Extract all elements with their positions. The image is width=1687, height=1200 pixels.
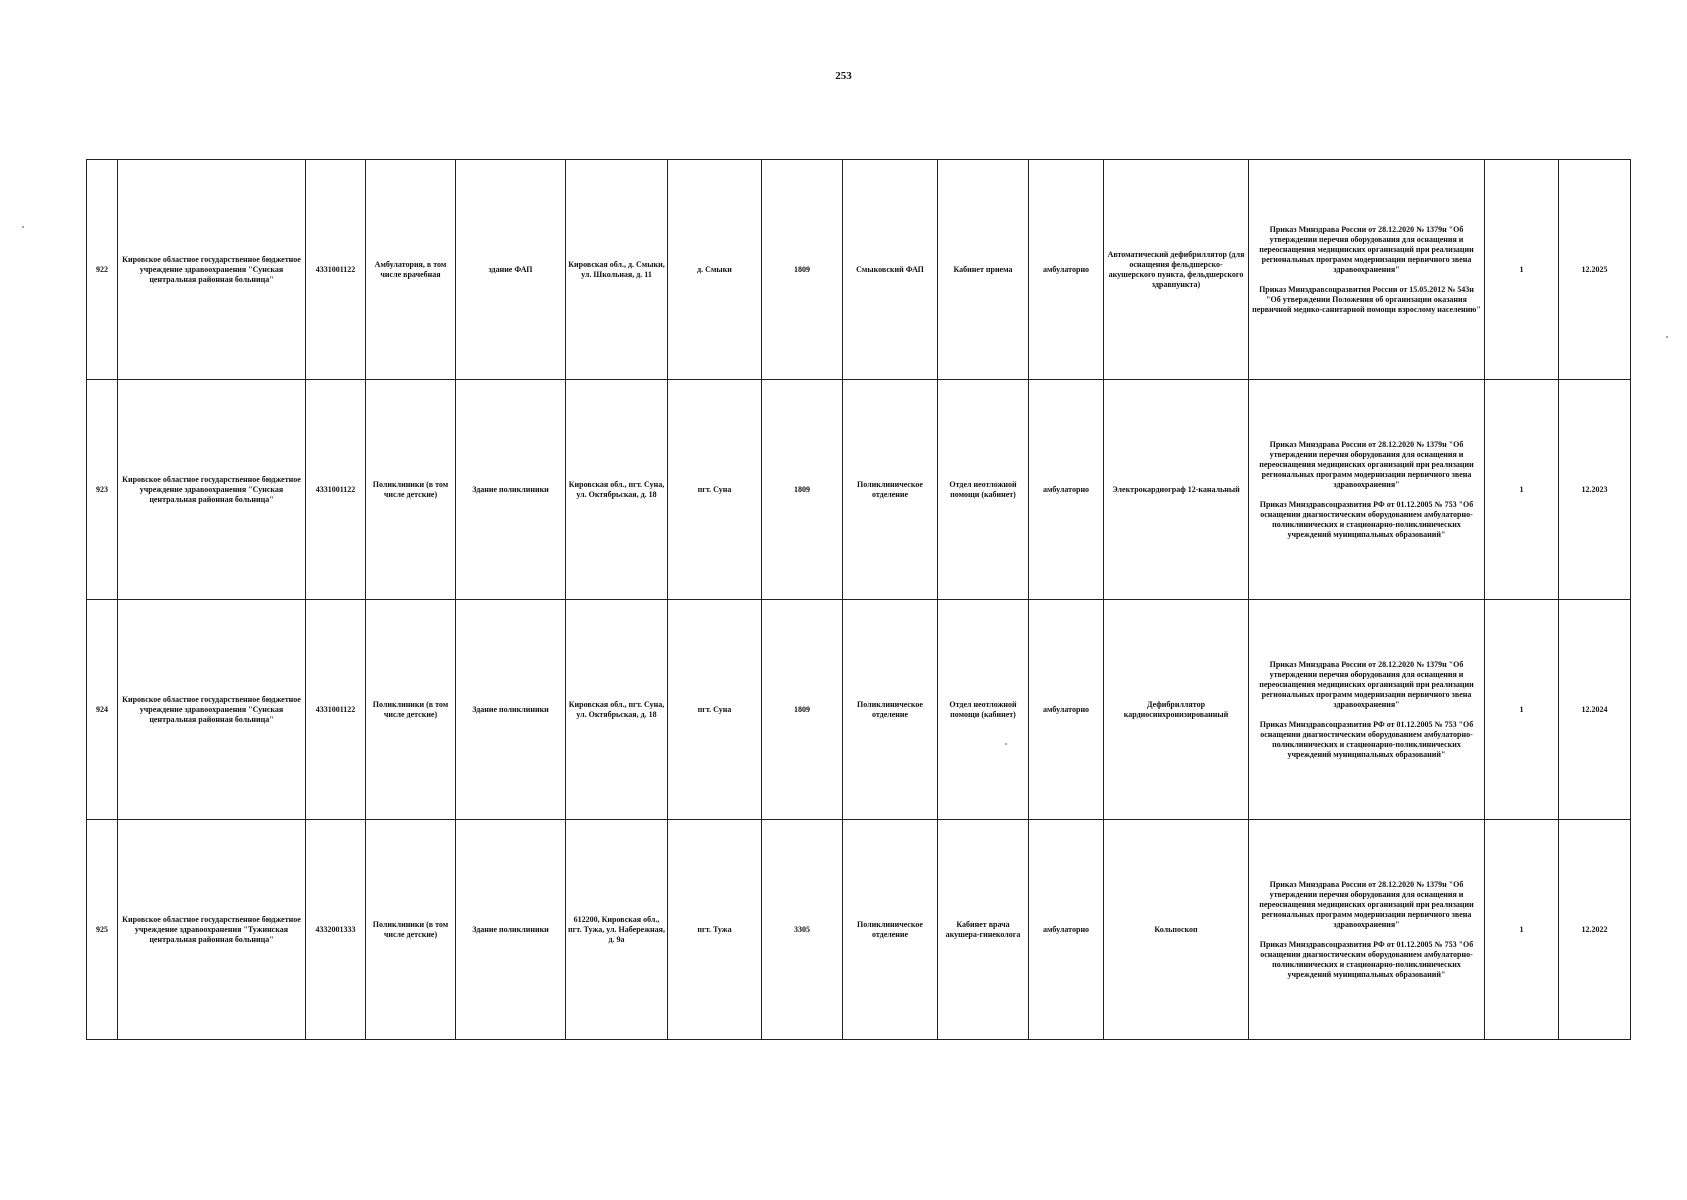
locality-cell: пгт. Суна <box>668 600 762 820</box>
justification-order-2: Приказ Минздравсоцразвития России от 15.05.2012 № 543н "Об утверждении Положения об организации оказания первичной медико-санитарной помощи взрослому населению" <box>1252 284 1481 314</box>
quantity-cell: 1 <box>1485 600 1559 820</box>
equipment-registry-table <box>86 159 1631 1040</box>
department-cell: Смыковский ФАП <box>843 160 938 380</box>
building-cell: Здание поликлиники <box>456 380 566 600</box>
inn-cell: 4331001122 <box>306 160 366 380</box>
building-cell: Здание поликлиники <box>456 820 566 1040</box>
table-row <box>87 820 1631 1040</box>
justification-cell <box>1249 820 1485 1040</box>
scan-speck <box>1005 743 1007 745</box>
room-cell: Отдел неотложной помощи (кабинет) <box>938 600 1029 820</box>
table-row <box>87 380 1631 600</box>
justification-order-2: Приказ Минздравсоцразвития РФ от 01.12.2005 № 753 "Об оснащении диагностическим оборудованием амбулаторно-поликлинических и стационарно-поликлинических учреждений муниципальных образований" <box>1259 499 1474 539</box>
address-cell: Кировская обл., пгт. Суна, ул. Октябрьская, д. 18 <box>566 380 668 600</box>
quantity-cell: 1 <box>1485 380 1559 600</box>
row-number: 922 <box>87 160 118 380</box>
code-cell: 3305 <box>762 820 843 1040</box>
quantity-cell: 1 <box>1485 160 1559 380</box>
justification-order-1: Приказ Минздрава России от 28.12.2020 № 1379н "Об утверждении перечня оборудования для оснащения и переоснащения медицинских организаций при реализации региональных программ модернизации первичного звена здравоохранения" <box>1259 879 1474 929</box>
organization-cell: Кировское областное государственное бюджетное учреждение здравоохранения "Сунская центральная районная больница" <box>118 600 306 820</box>
equipment-cell: Автоматический дефибриллятор (для оснащения фельдшерско-акушерского пункта, фельдшерского здравпункта) <box>1104 160 1249 380</box>
organization-cell: Кировское областное государственное бюджетное учреждение здравоохранения "Тужинская центральная районная больница" <box>118 820 306 1040</box>
justification-order-2: Приказ Минздравсоцразвития РФ от 01.12.2005 № 753 "Об оснащении диагностическим оборудованием амбулаторно-поликлинических и стационарно-поликлинических учреждений муниципальных образований" <box>1259 719 1474 759</box>
code-cell: 1809 <box>762 160 843 380</box>
justification-order-1: Приказ Минздрава России от 28.12.2020 № 1379н "Об утверждении перечня оборудования для оснащения и переоснащения медицинских организаций при реализации региональных программ модернизации первичного звена здравоохранения" <box>1259 659 1474 709</box>
room-cell: Кабинет приема <box>938 160 1029 380</box>
address-cell: Кировская обл., пгт. Суна, ул. Октябрьская, д. 18 <box>566 600 668 820</box>
organization-cell: Кировское областное государственное бюджетное учреждение здравоохранения "Сунская центральная районная больница" <box>118 160 306 380</box>
address-cell: 612200, Кировская обл., пгт. Тужа, ул. Набережная, д. 9а <box>566 820 668 1040</box>
table-row <box>87 160 1631 380</box>
date-cell: 12.2023 <box>1559 380 1631 600</box>
row-number: 924 <box>87 600 118 820</box>
locality-cell: пгт. Суна <box>668 380 762 600</box>
justification-cell <box>1249 160 1485 380</box>
code-cell: 1809 <box>762 600 843 820</box>
code-cell: 1809 <box>762 380 843 600</box>
department-cell: Поликлиническое отделение <box>843 600 938 820</box>
justification-order-2: Приказ Минздравсоцразвития РФ от 01.12.2005 № 753 "Об оснащении диагностическим оборудованием амбулаторно-поликлинических и стационарно-поликлинических учреждений муниципальных образований" <box>1259 939 1474 979</box>
date-cell: 12.2025 <box>1559 160 1631 380</box>
unit-type-cell: Поликлиники (в том числе детские) <box>366 600 456 820</box>
unit-type-cell: Поликлиники (в том числе детские) <box>366 380 456 600</box>
care-mode-cell: амбулаторно <box>1029 820 1104 1040</box>
care-mode-cell: амбулаторно <box>1029 600 1104 820</box>
row-number: 925 <box>87 820 118 1040</box>
date-cell: 12.2022 <box>1559 820 1631 1040</box>
justification-cell <box>1249 380 1485 600</box>
care-mode-cell: амбулаторно <box>1029 160 1104 380</box>
room-cell: Кабинет врача акушера-гинеколога <box>938 820 1029 1040</box>
unit-type-cell: Амбулатория, в том числе врачебная <box>366 160 456 380</box>
page-number: 253 <box>835 70 852 82</box>
organization-cell: Кировское областное государственное бюджетное учреждение здравоохранения "Сунская центральная районная больница" <box>118 380 306 600</box>
inn-cell: 4332001333 <box>306 820 366 1040</box>
address-cell: Кировская обл., д. Смыки, ул. Школьная, д. 11 <box>566 160 668 380</box>
locality-cell: пгт. Тужа <box>668 820 762 1040</box>
equipment-cell: Кольпоскоп <box>1104 820 1249 1040</box>
equipment-cell: Электрокардиограф 12-канальный <box>1104 380 1249 600</box>
locality-cell: д. Смыки <box>668 160 762 380</box>
table-row <box>87 600 1631 820</box>
scan-speck <box>22 226 24 228</box>
quantity-cell: 1 <box>1485 820 1559 1040</box>
building-cell: Здание поликлиники <box>456 600 566 820</box>
room-cell: Отдел неотложной помощи (кабинет) <box>938 380 1029 600</box>
equipment-cell: Дефибриллятор кардиосинхронизированный <box>1104 600 1249 820</box>
row-number: 923 <box>87 380 118 600</box>
department-cell: Поликлиническое отделение <box>843 820 938 1040</box>
date-cell: 12.2024 <box>1559 600 1631 820</box>
scan-speck <box>1666 336 1668 338</box>
department-cell: Поликлиническое отделение <box>843 380 938 600</box>
inn-cell: 4331001122 <box>306 380 366 600</box>
unit-type-cell: Поликлиники (в том числе детские) <box>366 820 456 1040</box>
justification-cell <box>1249 600 1485 820</box>
building-cell: здание ФАП <box>456 160 566 380</box>
inn-cell: 4331001122 <box>306 600 366 820</box>
justification-order-1: Приказ Минздрава России от 28.12.2020 № 1379н "Об утверждении перечня оборудования для оснащения и переоснащения медицинских организаций при реализации региональных программ модернизации первичного звена здравоохранения" <box>1259 439 1474 489</box>
care-mode-cell: амбулаторно <box>1029 380 1104 600</box>
justification-order-1: Приказ Минздрава России от 28.12.2020 № 1379н "Об утверждении перечня оборудования для оснащения и переоснащения медицинских организаций при реализации региональных программ модернизации первичного звена здравоохранения" <box>1259 224 1474 274</box>
